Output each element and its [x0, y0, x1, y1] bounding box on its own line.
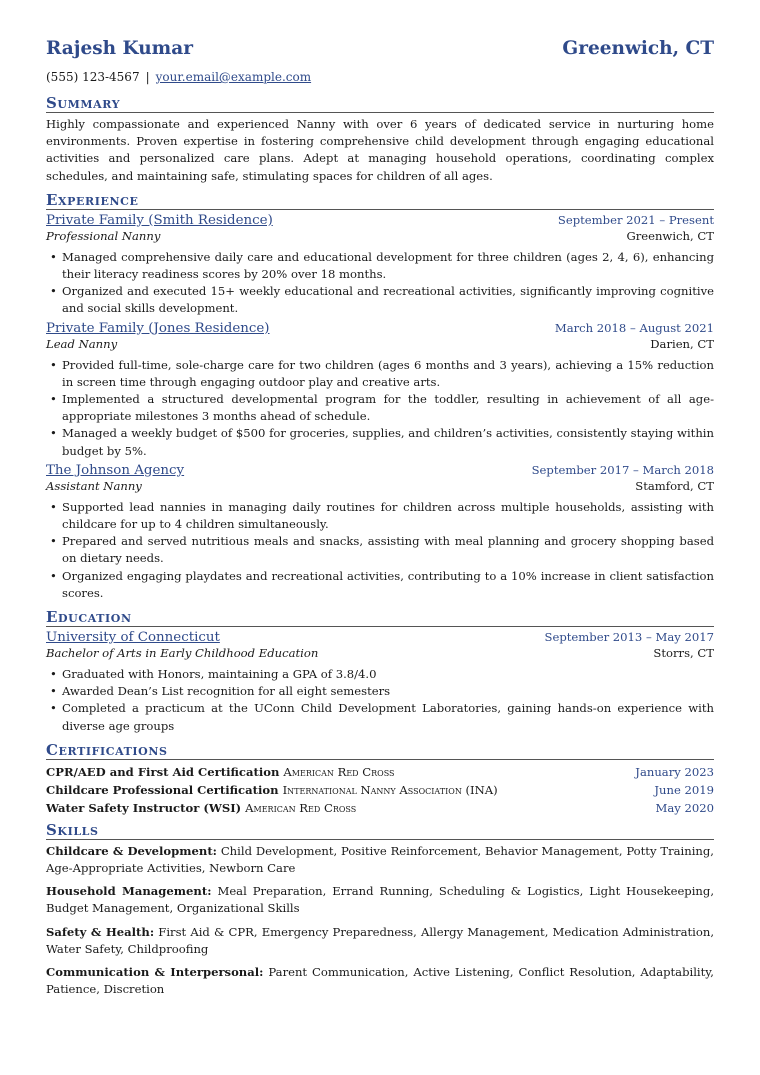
bullet-item: • Managed a weekly budget of $500 for groceries, supplies, and children’s activities, consistently staying within budget by 5%.: [62, 425, 714, 459]
skill-items: First Aid & CPR, Emergency Preparedness, Allergy Management, Medication Administration, Water Safety, Childproofing: [46, 924, 714, 956]
job-location: Darien, CT: [650, 336, 714, 351]
education-entry: [46, 630, 714, 735]
bullet-item: • Implemented a structured developmental program for the toddler, resulting in achievement of all age-appropriate milestones 3 months ahead of schedule.: [62, 391, 714, 425]
bullet-list: [46, 666, 714, 735]
bullet-list: [46, 357, 714, 460]
employer-link[interactable]: Private Family (Smith Residence): [46, 212, 273, 228]
education-dates: September 2013 – May 2017: [544, 630, 714, 645]
experience-entry: [46, 213, 714, 318]
certification-issuer: International Nanny Association (INA): [282, 782, 498, 797]
certification-name: Childcare Professional Certification: [46, 782, 279, 797]
candidate-name: Rajesh Kumar: [46, 38, 193, 59]
degree: Bachelor of Arts in Early Childhood Education: [46, 646, 319, 661]
certification-date: June 2019: [654, 782, 714, 797]
skill-items: Parent Communication, Active Listening, Conflict Resolution, Adaptability, Patience, Discretion: [46, 965, 714, 997]
resume-header: [46, 38, 714, 68]
school-location: Storrs, CT: [653, 646, 714, 661]
resume-page: [46, 38, 714, 999]
skill-items: Child Development, Positive Reinforcement, Behavior Management, Potty Training, Age-Appropriate Activities, Newborn Care: [46, 843, 714, 876]
certification-issuer: American Red Cross: [283, 764, 395, 779]
certification-name: CPR/AED and First Aid Certification: [46, 764, 280, 779]
section-title-summary: Summary: [46, 94, 714, 113]
candidate-location: Greenwich, CT: [562, 38, 714, 59]
bullet-item: • Completed a practicum at the UConn Child Development Laboratories, gaining hands-on experience with diverse age groups: [62, 700, 714, 734]
skill-category: Safety & Health:: [46, 924, 155, 939]
skill-group: [46, 883, 714, 917]
section-title-education: Education: [46, 608, 714, 627]
job-location: Stamford, CT: [635, 478, 714, 493]
certification-row: [46, 799, 714, 817]
skill-category: Household Management:: [46, 884, 212, 899]
bullet-item: • Managed comprehensive daily care and educational development for three children (ages 2, 4, 6), enhancing their literacy readiness scores by 20% over 18 months.: [62, 249, 714, 283]
section-title-certifications: Certifications: [46, 741, 714, 760]
contact-separator: |: [145, 70, 150, 84]
certification-list: [46, 763, 714, 817]
bullet-list: [46, 249, 714, 318]
skill-category: Communication & Interpersonal:: [46, 965, 264, 980]
bullet-item: • Provided full-time, sole-charge care for two children (ages 6 months and 3 years), achieving a 15% reduction in screen time through engaging outdoor play and creative arts.: [62, 357, 714, 391]
certification-name: Water Safety Instructor (WSI): [46, 800, 242, 815]
bullet-list: [46, 499, 714, 602]
bullet-item: • Graduated with Honors, maintaining a GPA of 3.8/4.0: [62, 666, 714, 683]
skill-group: [46, 843, 714, 877]
employment-dates: March 2018 – August 2021: [554, 320, 714, 335]
employment-dates: September 2021 – Present: [557, 212, 714, 227]
experience-entry: [46, 463, 714, 602]
experience-entry: [46, 321, 714, 460]
school-link[interactable]: University of Connecticut: [46, 630, 220, 646]
job-title: Professional Nanny: [46, 228, 161, 243]
skill-group: [46, 964, 714, 998]
skill-items: Meal Preparation, Errand Running, Scheduling & Logistics, Light Housekeeping, Budget Management, Organizational Skills: [46, 884, 715, 916]
summary-text: Highly compassionate and experienced Nanny with over 6 years of dedicated service in nurturing home environments. Proven expertise in fostering comprehensive child development through engaging educational activities and personalized care plans. Adept at managing household operations, coordinating complex schedules, and maintaining safe, stimulating spaces for children of all ages.: [46, 117, 714, 183]
bullet-item: • Organized engaging playdates and recreational activities, contributing to a 10% increase in client satisfaction scores.: [62, 568, 714, 602]
bullet-item: • Awarded Dean’s List recognition for all eight semesters: [62, 683, 714, 700]
employer-link[interactable]: The Johnson Agency: [46, 462, 185, 478]
certification-row: [46, 763, 714, 781]
certification-date: May 2020: [655, 800, 714, 815]
job-location: Greenwich, CT: [626, 228, 714, 243]
email-link[interactable]: your.email@example.com: [155, 70, 312, 84]
employment-dates: September 2017 – March 2018: [531, 462, 714, 477]
phone-number: (555) 123-4567: [46, 70, 140, 84]
section-title-experience: Experience: [46, 191, 714, 210]
job-title: Lead Nanny: [46, 336, 118, 351]
certification-issuer: American Red Cross: [245, 800, 357, 815]
skill-group: [46, 924, 714, 958]
certification-row: [46, 781, 714, 799]
certification-date: January 2023: [635, 764, 714, 779]
bullet-item: • Prepared and served nutritious meals and snacks, assisting with meal planning and grocery shopping based on dietary needs.: [62, 533, 714, 567]
bullet-item: • Supported lead nannies in managing daily routines for children across multiple households, assisting with childcare for up to 4 children simultaneously.: [62, 499, 714, 533]
employer-link[interactable]: Private Family (Jones Residence): [46, 320, 270, 336]
bullet-item: • Organized and executed 15+ weekly educational and recreational activities, significantly improving cognitive and social skills development.: [62, 283, 714, 317]
job-title: Assistant Nanny: [46, 478, 142, 493]
section-title-skills: Skills: [46, 821, 714, 840]
skill-category: Childcare & Development:: [46, 843, 217, 858]
contact-line: [46, 70, 714, 90]
